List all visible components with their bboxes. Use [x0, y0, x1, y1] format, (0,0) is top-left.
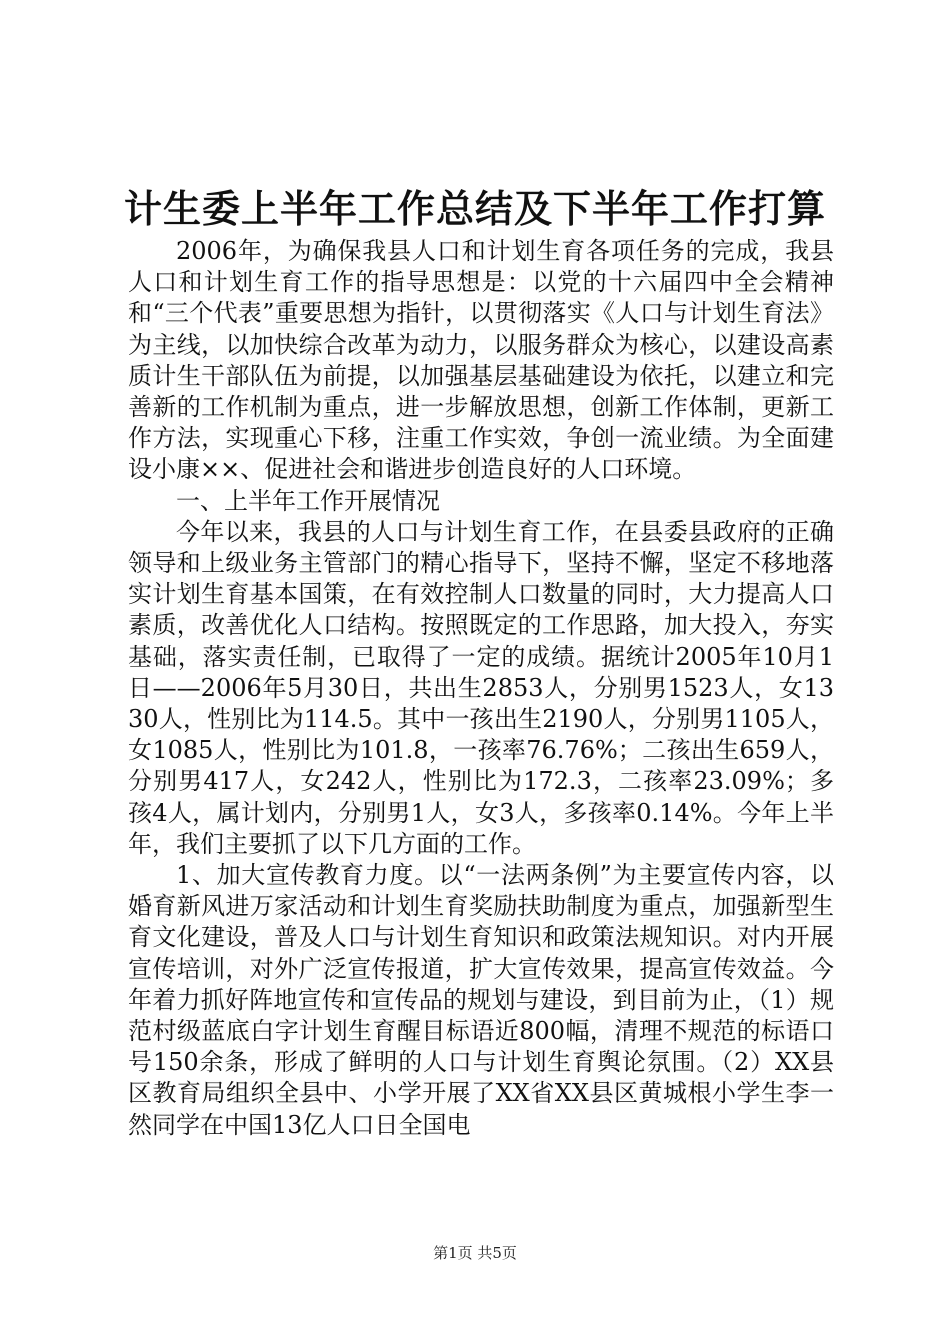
- page-footer: 第1页 共5页: [433, 1244, 517, 1262]
- document-title: 计生委上半年工作总结及下半年工作打算: [123, 186, 826, 231]
- section-heading: 一、上半年工作开展情况: [176, 486, 440, 515]
- intro-paragraph: 2006年，为确保我县人口和计划生育各项任务的完成，我县人口和计划生育工作的指导思想是：以党的十六届四中全会精神和“三个代表”重要思想为指针，以贯彻落实《人口与计划生育法》为主线，以加快综合改革为动力，以服务群众为核心，以建设高素质计生干部队伍为前提，以加强基层基础建设为依托，以建立和完善新的工作机制为重点，进一步解放思想，创新工作体制，更新工作方法，实现重心下移，注重工作实效，争创一流业绩。为全面建设小康××、促进社会和谐进步创造良好的人口环境。: [128, 237, 834, 484]
- propaganda-paragraph: 1、加大宣传教育力度。以“一法两条例”为主要宣传内容，以婚育新风进万家活动和计划生育奖励扶助制度为重点，加强新型生育文化建设，普及人口与计划生育知识和政策法规知识。对内开展宣传培训，对外广泛宣传报道，扩大宣传效果，提高宣传效益。今年着力抓好阵地宣传和宣传品的规划与建设，到目前为止，（1）规范村级蓝底白字计划生育醒目标语近800幅，清理不规范的标语口号150余条，形成了鲜明的人口与计划生育舆论氛围。（2）XX县区教育局组织全县中、小学开展了XX省XX县区黄城根小学生李一然同学在中国13亿人口日全国电: [128, 861, 834, 1139]
- document-body: [128, 236, 834, 1141]
- statistics-paragraph: 今年以来，我县的人口与计划生育工作，在县委县政府的正确领导和上级业务主管部门的精心指导下，坚持不懈，坚定不移地落实计划生育基本国策，在有效控制人口数量的同时，大力提高人口素质，改善优化人口结构。按照既定的工作思路，加大投入，夯实基础，落实责任制，已取得了一定的成绩。据统计2005年10月1日——2006年5月30日，共出生2853人，分别男1523人，女1330人，性别比为114.5。其中一孩出生2190人，分别男1105人，女1085人，性别比为101.8，一孩率76.76%；二孩出生659人，分别男417人，女242人，性别比为172.3，二孩率23.09%；多孩4人，属计划内，分别男1人，女3人，多孩率0.14%。今年上半年，我们主要抓了以下几方面的工作。: [128, 517, 834, 858]
